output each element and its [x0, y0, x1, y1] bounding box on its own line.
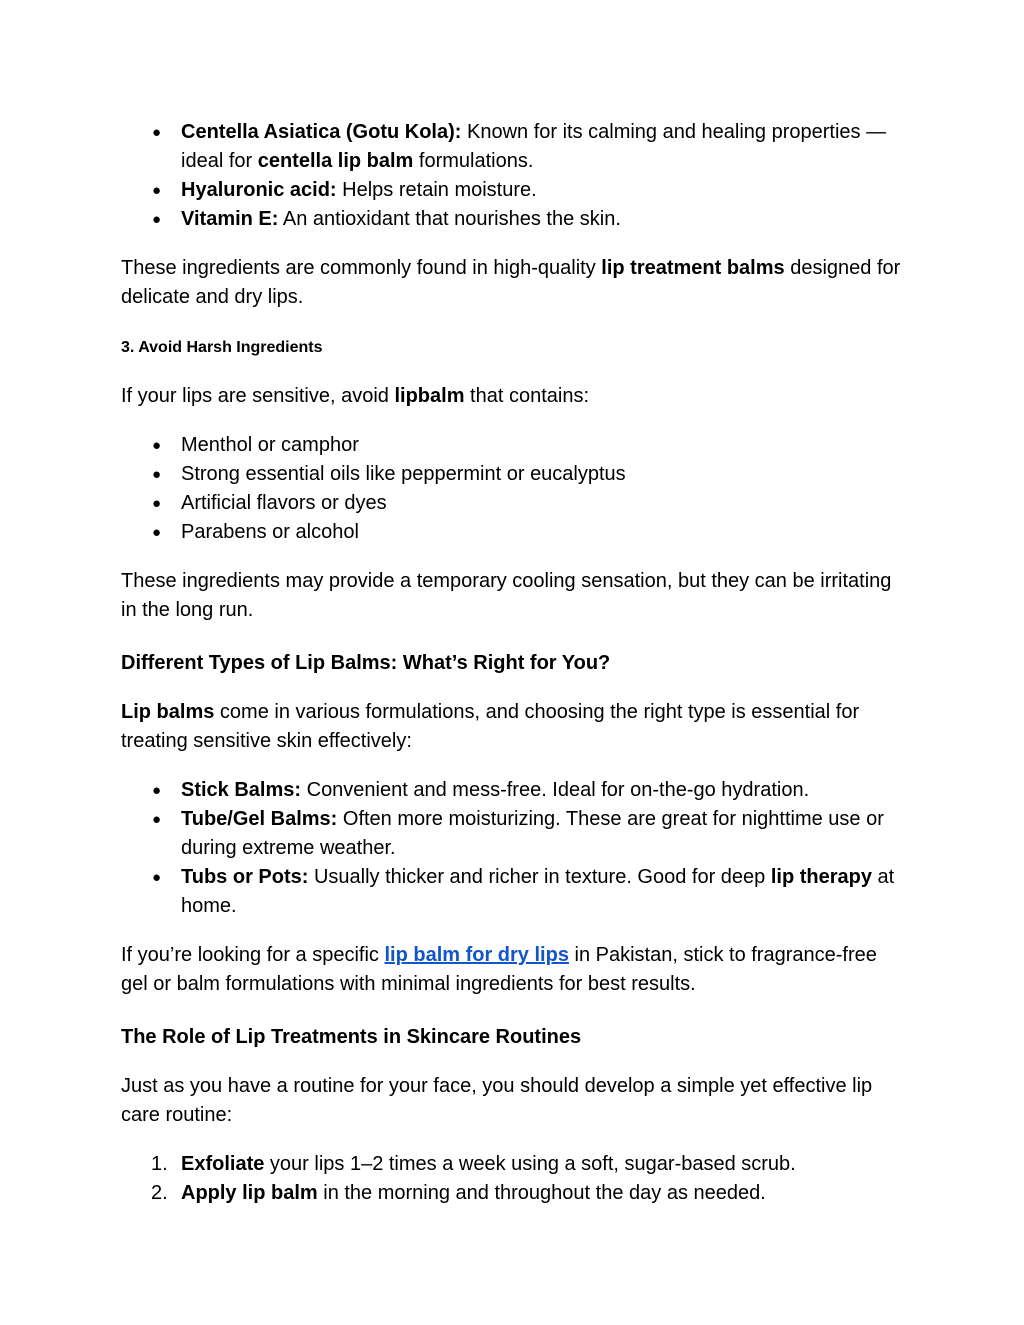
bullet-icon: ●	[152, 811, 162, 828]
bullet-icon: ●	[152, 124, 162, 141]
list-item: ● Menthol or camphor	[121, 431, 906, 460]
list-number: 1.	[151, 1153, 168, 1175]
paragraph-ingredients: These ingredients are commonly found in high-quality lip treatment balms designed for delicate and dry lips.	[121, 257, 901, 308]
bullet-icon: ●	[152, 524, 162, 541]
avoid-list	[121, 431, 906, 547]
list-item: ● Parabens or alcohol	[121, 518, 906, 547]
list-item: ● Tube/Gel Balms: Often more moisturizing. These are great for nighttime use or during extreme weather.	[121, 805, 906, 863]
bullet-icon: ●	[152, 437, 162, 454]
paragraph-routine: Just as you have a routine for your face, you should develop a simple yet effective lip care routine:	[121, 1075, 873, 1126]
paragraph-specific: If you’re looking for a specific lip balm for dry lips in Pakistan, stick to fragrance-free gel or balm formulations with minimal ingredients for best results.	[121, 944, 877, 995]
paragraph-sensitive: If your lips are sensitive, avoid lipbalm that contains:	[121, 385, 590, 407]
routine-list	[121, 1150, 906, 1208]
bullet-icon: ●	[152, 869, 162, 886]
bullet-icon: ●	[152, 466, 162, 483]
list-item: ● Hyaluronic acid: Helps retain moisture.	[121, 176, 906, 205]
list-number: 2.	[151, 1182, 168, 1204]
list-item: ● Stick Balms: Convenient and mess-free. Ideal for on-the-go hydration.	[121, 776, 906, 805]
bullet-icon: ●	[152, 211, 162, 228]
heading-role-of-lip-treatments: The Role of Lip Treatments in Skincare Routines	[121, 1026, 582, 1048]
paragraph-cooling: These ingredients may provide a temporary cooling sensation, but they can be irritating in the long run.	[121, 570, 892, 621]
list-item: ● Vitamin E: An antioxidant that nourishes the skin.	[121, 205, 906, 234]
paragraph-types: Lip balms come in various formulations, and choosing the right type is essential for treating sensitive skin effectively:	[121, 701, 860, 752]
heading-avoid-harsh: 3. Avoid Harsh Ingredients	[121, 339, 323, 356]
bullet-icon: ●	[152, 782, 162, 799]
lip-balm-for-dry-lips-link[interactable]: lip balm for dry lips	[384, 944, 569, 966]
bullet-icon: ●	[152, 495, 162, 512]
bullet-icon: ●	[152, 182, 162, 199]
types-list	[121, 776, 906, 921]
list-item: 2. Apply lip balm in the morning and throughout the day as needed.	[121, 1179, 906, 1208]
list-item: ● Strong essential oils like peppermint or eucalyptus	[121, 460, 906, 489]
list-item: ● Tubs or Pots: Usually thicker and richer in texture. Good for deep lip therapy at home.	[121, 863, 906, 921]
document-body	[121, 118, 906, 1208]
list-item: ● Artificial flavors or dyes	[121, 489, 906, 518]
list-item: ● Centella Asiatica (Gotu Kola): Known for its calming and healing properties — ideal for centella lip balm formulations.	[121, 118, 906, 176]
heading-types-of-lip-balms: Different Types of Lip Balms: What’s Right for You?	[121, 652, 611, 674]
ingredients-list	[121, 118, 906, 234]
list-item: 1. Exfoliate your lips 1–2 times a week using a soft, sugar-based scrub.	[121, 1150, 906, 1179]
